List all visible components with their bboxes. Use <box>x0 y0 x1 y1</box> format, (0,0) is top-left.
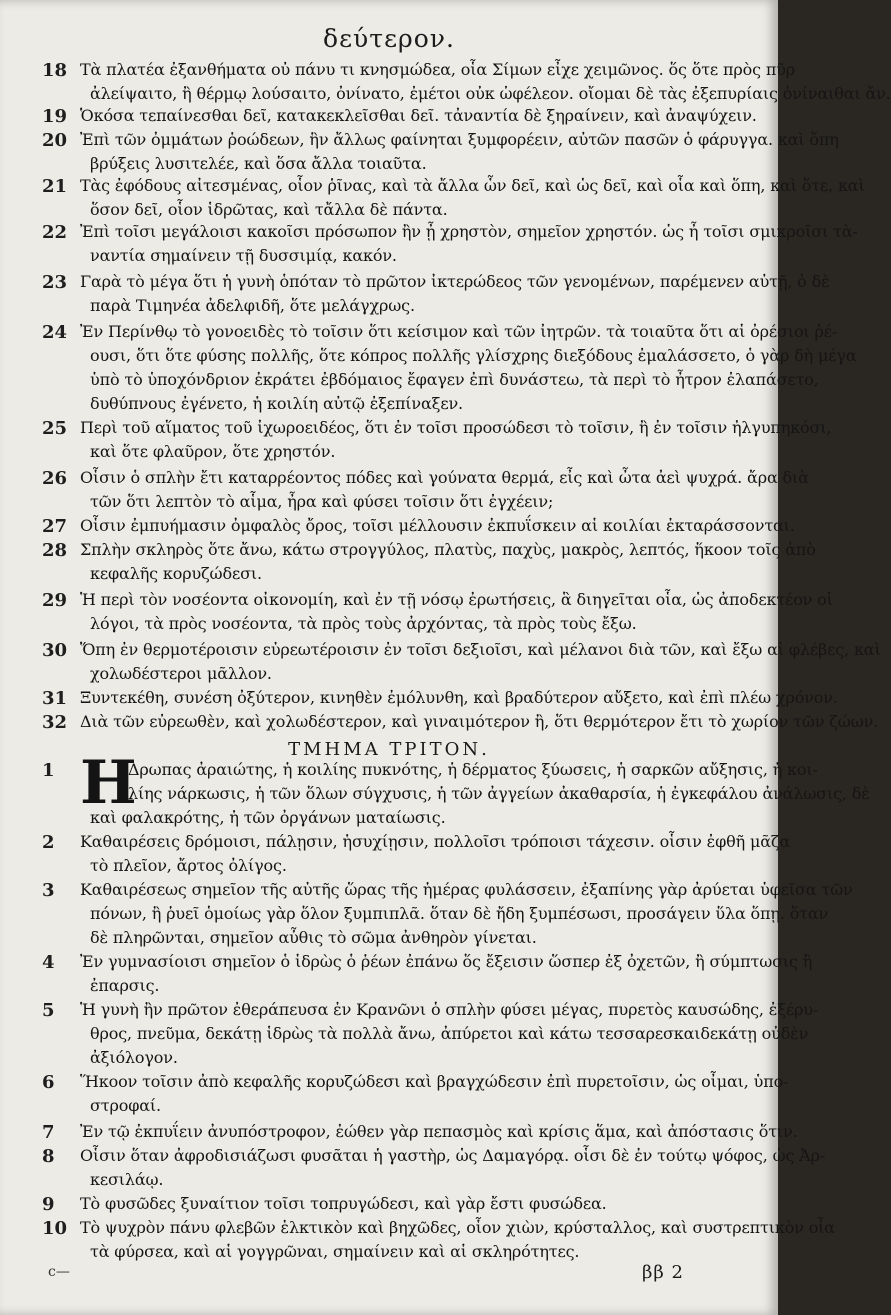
entry-number: 5 <box>42 1000 55 1021</box>
text-line: ὅσον δεῖ, οἷον ἱδρῶτας, καὶ τἄλλα δὲ πάντα. <box>90 200 448 219</box>
text-line: Διὰ τῶν εὐρεωθὲν, καὶ χολωδέστερον, καὶ γιναιμότερον ἢ, ὅτι θερμότερον ἔτι τὸ χωρίον τῶν ζώων. <box>80 712 879 731</box>
text-line: ἐπαρσις. <box>90 976 160 995</box>
entry-number: 25 <box>42 418 68 439</box>
text-line: Ἐπὶ τῶν ὀμμάτων ῥοώδεων, ἣν ἄλλως φαίνηται ξυμφορέειν, αὐτῶν πασῶν ὁ φάρυγγα. καὶ ὅπη <box>80 130 839 149</box>
entry-number: 21 <box>42 176 68 197</box>
text-line: Σπλὴν σκληρὸς ὅτε ἄνω, κάτω στρογγύλος, πλατὺς, παχὺς, μακρὸς, λεπτός, ἥκοον τοῖς ἀπὸ <box>80 540 816 559</box>
text-line: χολωδέστεροι μᾶλλον. <box>90 664 272 683</box>
text-line: τὰ φύρσεα, καὶ αἱ γογγρῶναι, σημαίνειν καὶ αἱ σκληρότητες. <box>90 1242 580 1261</box>
text-line: Γαρὰ τὸ μέγα ὅτι ἡ γυνὴ ὁπόταν τὸ πρῶτον ἰκτερώδεος τῶν γενομένων, παρέμενεν αὐτῇ, ὁ δὲ <box>80 272 830 291</box>
entry-number: 28 <box>42 540 68 561</box>
entry-number: 6 <box>42 1072 55 1093</box>
text-line: κεσιλάῳ. <box>90 1170 164 1189</box>
text-line: Περὶ τοῦ αἵματος τοῦ ἰχωροειδέος, ὅτι ἐν τοῖσι προσώδεσι τὸ τοῖσιν, ἢ ἐν τοῖσιν ἠλγυπηκόσι, <box>80 418 832 437</box>
text-line: ουσι, ὅτι ὅτε φύσης πολλῆς, ὅτε κόπρος πολλῆς γλίσχρης διεξόδους ἐμαλάσσετο, ὁ γὰρ δὴ μέγα <box>90 346 857 365</box>
text-line: Τὸ ψυχρὸν πάνυ φλεβῶν ἑλκτικὸν καὶ βηχῶδες, οἷον χιὼν, κρύσταλλος, καὶ συστρεπτικὸν οἷα <box>80 1218 835 1237</box>
section-title: ΤΜΗΜΑ ΤΡΙΤΟΝ. <box>288 739 490 760</box>
text-line: ναντία σημαίνειν τῇ δυσσιμίᾳ, κακόν. <box>90 246 397 265</box>
text-line: Καθαιρέσεις δρόμοισι, πάλῃσιν, ἡσυχίῃσιν, πολλοῖσι τρόποισι τάχεσιν. οἷσιν ἐφθῆ μᾶζα <box>80 832 791 851</box>
entry-number: 10 <box>42 1218 68 1239</box>
text-line: Ἐν γυμνασίοισι σημεῖον ὁ ἱδρὼς ὁ ῥέων ἐπάνω ὅς ἔξεισιν ὥσπερ ἐξ ὀχετῶν, ἢ σύμπτωσις ἢ <box>80 952 813 971</box>
text-line: πόνων, ἢ ῥυεῖ ὁμοίως γὰρ ὅλον ξυμπιπλᾶ. ὅταν δὲ ἤδη ξυμπέσωσι, προσάγειν ὕλα ὅπῃ. ὅταν <box>90 904 829 923</box>
text-line: δυθύπνους ἐγένετο, ἡ κοιλίη αὐτῷ ἐξεπίναξεν. <box>90 394 463 413</box>
text-line: Τὰ πλατέα ἐξανθήματα οὐ πάνυ τι κνησμώδεα, οἷα Σίμων εἶχε χειμῶνος. ὅς ὅτε πρὸς πῦρ <box>80 60 796 79</box>
text-line: δὲ πληρῶνται, σημεῖον αὖθις τὸ σῶμα ἀνθηρὸν γίνεται. <box>90 928 537 947</box>
text-line: τῶν ὅτι λεπτὸν τὸ αἷμα, ἦρα καὶ φύσει τοῖσιν ὅτι ἐγχέειν; <box>90 492 554 511</box>
text-line: λόγοι, τὰ πρὸς νοσέοντα, τὰ πρὸς τοὺς ἀρχόντας, τὰ πρὸς τοὺς ἔξω. <box>90 614 637 633</box>
text-line: βρύξεις λυσιτελέε, καὶ ὅσα ἄλλα τοιαῦτα. <box>90 154 427 173</box>
entry-number: 22 <box>42 222 68 243</box>
entry-number: 9 <box>42 1194 55 1215</box>
running-header: δεύτερον. <box>323 24 455 53</box>
text-line: τὸ πλεῖον, ἄρτος ὀλίγος. <box>90 856 287 875</box>
text-line: λίης νάρκωσις, ἡ τῶν ὅλων σύγχυσις, ἡ τῶν ἀγγείων ἀκαθαρσία, ἡ ἐγκεφάλου ἀνάλωσις, δὲ <box>128 784 870 803</box>
entry-number: 18 <box>42 60 68 81</box>
text-line: ἀλείψαιτο, ἢ θέρμῳ λούσαιτο, ὀνίνατο, ἐμέτοι οὐκ ὠφέλεον. οἴομαι δὲ τὰς ἐξεπυρίαις ὀνίναιθαι ἄν. <box>90 84 891 103</box>
text-line: Δρωπας ἀραιώτης, ἡ κοιλίης πυκνότης, ἡ δέρματος ξύωσεις, ἡ σαρκῶν αὔξησις, ἡ κοι- <box>128 760 818 779</box>
text-line: καὶ φαλακρότης, ἡ τῶν ὀργάνων ματαίωσις. <box>90 808 446 827</box>
text-line: Ἐπὶ τοῖσι μεγάλοισι κακοῖσι πρόσωπον ἢν ᾖ χρηστὸν, σημεῖον χρηστόν. ὡς ἦ τοῖσι σμικροῖσι τὰ- <box>80 222 858 241</box>
text-line: Ὅπη ἐν θερμοτέροισιν εὐρεωτέροισιν ἐν τοῖσι δεξιοῖσι, καὶ μέλανοι διὰ τῶν, καὶ ἔξω αἱ φλέβες, καὶ <box>80 640 881 659</box>
text-line: Ἡ γυνὴ ἢν πρῶτον ἐθεράπευσα ἐν Κρανῶνι ὁ σπλὴν φύσει μέγας, πυρετὸς καυσώδης, ἐξέρυ- <box>80 1000 819 1019</box>
text-line: παρὰ Τιμηνέα ἀδελφιδῆ, ὅτε μελάγχρως. <box>90 296 415 315</box>
text-line: Οἷσιν ὁ σπλὴν ἔτι καταρρέοντος πόδες καὶ γούνατα θερμά, εἶς καὶ ὦτα ἀεὶ ψυχρά. ἄρα διὰ <box>80 468 809 487</box>
drop-cap: Η <box>80 748 137 818</box>
text-line: στροφαί. <box>90 1096 161 1115</box>
text-line: Καθαιρέσεως σημεῖον τῆς αὐτῆς ὥρας τῆς ἡμέρας φυλάσσειν, ἐξαπίνης γὰρ ἀρύεται ὑφεῖσα τῶν <box>80 880 853 899</box>
text-line: Τὸ φυσῶδες ξυναίτιον τοῖσι τοπρυγώδεσι, καὶ γὰρ ἔστι φυσώδεα. <box>80 1194 607 1213</box>
entry-number: 24 <box>42 322 68 343</box>
entry-number: 32 <box>42 712 68 733</box>
text-line: Ἥκοον τοῖσιν ἀπὸ κεφαλῆς κορυζώδεσι καὶ βραγχώδεσιν ἐπὶ πυρετοῖσιν, ὡς οἶμαι, ὑπο- <box>80 1072 789 1091</box>
entry-number: 1 <box>42 760 55 781</box>
text-line: Οἷσιν ἐμπυήμασιν ὀμφαλὸς ὄρος, τοῖσι μέλλουσιν ἐκπυΐσκειν αἱ κοιλίαι ἐκταράσσονται. <box>80 516 795 535</box>
entry-number: 19 <box>42 106 68 127</box>
text-line: κεφαλῆς κορυζώδεσι. <box>90 564 262 583</box>
text-line: ὑπὸ τὸ ὑποχόνδριον ἐκράτει ἐβδόμαιος ἔφαγεν ἐπὶ δυνάστεω, τὰ περὶ τὸ ἦτρον ἐλαπάσετο, <box>90 370 819 389</box>
entry-number: 31 <box>42 688 68 709</box>
text-line: Ἐν Περίνθῳ τὸ γονοειδὲς τὸ τοῖσιν ὅτι κείσιμον καὶ τῶν ἰητρῶν. τὰ τοιαῦτα ὅτι αἱ ὀρέσιοι ῥέ- <box>80 322 838 341</box>
entry-number: 29 <box>42 590 68 611</box>
text-line: Ὁκόσα τεπαίνεσθαι δεῖ, κατακεκλεῖσθαι δεῖ. τἀναντία δὲ ξηραίνειν, καὶ ἀναψύχειν. <box>80 106 757 125</box>
entry-number: 4 <box>42 952 55 973</box>
bottom-left-mark: c— <box>48 1264 70 1280</box>
entry-number: 30 <box>42 640 68 661</box>
entry-number: 2 <box>42 832 55 853</box>
text-line: καὶ ὅτε φλαῦρον, ὅτε χρηστόν. <box>90 442 336 461</box>
signature-mark: ββ 2 <box>642 1262 684 1283</box>
entry-number: 23 <box>42 272 68 293</box>
text-line: Ἡ περὶ τὸν νοσέοντα οἰκονομίη, καὶ ἐν τῇ νόσῳ ἐρωτήσεις, ἃ διηγεῖται οἷα, ὡς ἀποδεκτέον οἱ <box>80 590 833 609</box>
text-line: Ξυντεκέθη, συνέση ὀξύτερον, κινηθὲν ἐμόλυνθη, καὶ βραδύτερον αὔξετο, καὶ ἐπὶ πλέω χρόνον. <box>80 688 838 707</box>
entry-number: 20 <box>42 130 68 151</box>
entry-number: 8 <box>42 1146 55 1167</box>
text-line: Τὰς ἐφόδους αἰτεσμένας, οἷον ῥῖνας, καὶ τὰ ἄλλα ὧν δεῖ, καὶ ὡς δεῖ, καὶ οἷα καὶ ὅπη, καὶ ὅτε, καὶ <box>80 176 865 195</box>
text-line: θρος, πνεῦμα, δεκάτῃ ἱδρὼς τὰ πολλὰ ἄνω, ἀπύρετοι καὶ κάτω τεσσαρεσκαιδεκάτῃ οὐδὲν <box>90 1024 809 1043</box>
entry-number: 7 <box>42 1122 55 1143</box>
entry-number: 26 <box>42 468 68 489</box>
text-line: ἀξιόλογον. <box>90 1048 178 1067</box>
entry-number: 27 <box>42 516 68 537</box>
text-line: Ἐν τῷ ἐκπυΐειν ἀνυπόστροφον, ἐώθεν γὰρ πεπασμὸς καὶ κρίσις ἅμα, καὶ ἀπόστασις ὅτιν. <box>80 1122 798 1141</box>
text-line: Οἷσιν ὅταν ἀφροδισιάζωσι φυσᾶται ἡ γαστὴρ, ὡς Δαμαγόρᾳ. οἷσι δὲ ἐν τούτῳ ψόφος, ὡς Ἀρ- <box>80 1146 826 1165</box>
entry-number: 3 <box>42 880 55 901</box>
